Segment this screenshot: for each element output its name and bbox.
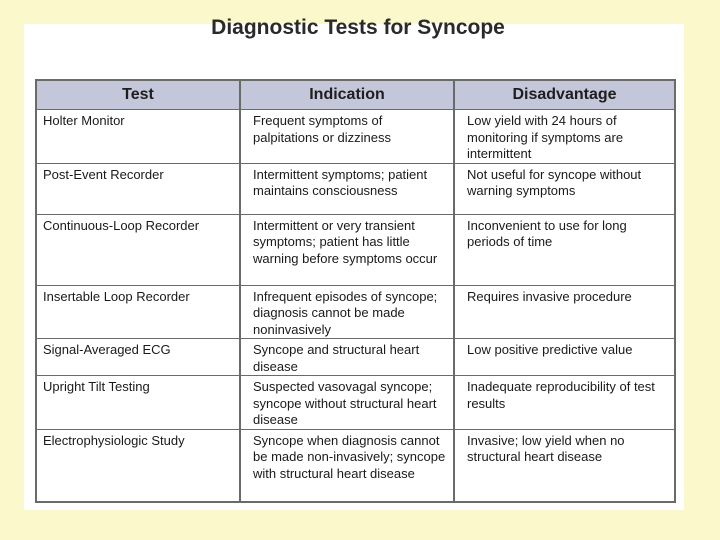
test-cell: Electrophysiologic Study xyxy=(36,429,240,502)
table-row xyxy=(36,214,675,285)
disadvantage-cell: Not useful for syncope without warning symptoms xyxy=(454,163,675,214)
disadvantage-cell: Requires invasive procedure xyxy=(454,285,675,339)
header-disadvantage: Disadvantage xyxy=(454,80,675,110)
table-row xyxy=(36,163,675,214)
test-cell: Insertable Loop Recorder xyxy=(36,285,240,339)
disadvantage-cell: Invasive; low yield when no structural heart disease xyxy=(454,429,675,502)
test-cell: Upright Tilt Testing xyxy=(36,376,240,430)
indication-cell: Infrequent episodes of syncope; diagnosis cannot be made noninvasively xyxy=(240,285,454,339)
test-cell: Signal-Averaged ECG xyxy=(36,339,240,376)
test-cell: Continuous-Loop Recorder xyxy=(36,214,240,285)
table-header-row xyxy=(36,80,675,110)
test-cell: Holter Monitor xyxy=(36,110,240,164)
header-test: Test xyxy=(36,80,240,110)
disadvantage-cell: Inconvenient to use for long periods of time xyxy=(454,214,675,285)
indication-cell: Frequent symptoms of palpitations or dizziness xyxy=(240,110,454,164)
table-row xyxy=(36,429,675,502)
indication-cell: Syncope and structural heart disease xyxy=(240,339,454,376)
table-row xyxy=(36,110,675,164)
disadvantage-cell: Low yield with 24 hours of monitoring if symptoms are intermittent xyxy=(454,110,675,164)
indication-cell: Intermittent symptoms; patient maintains consciousness xyxy=(240,163,454,214)
page-title: Diagnostic Tests for Syncope xyxy=(211,16,505,39)
table-row xyxy=(36,285,675,339)
indication-cell: Suspected vasovagal syncope; syncope without structural heart disease xyxy=(240,376,454,430)
header-indication: Indication xyxy=(240,80,454,110)
table-row xyxy=(36,376,675,430)
disadvantage-cell: Inadequate reproducibility of test results xyxy=(454,376,675,430)
diagnostic-tests-table xyxy=(35,79,676,503)
indication-cell: Syncope when diagnosis cannot be made non-invasively; syncope with structural heart disease xyxy=(240,429,454,502)
table-row xyxy=(36,339,675,376)
disadvantage-cell: Low positive predictive value xyxy=(454,339,675,376)
indication-cell: Intermittent or very transient symptoms; patient has little warning before symptoms occur xyxy=(240,214,454,285)
test-cell: Post-Event Recorder xyxy=(36,163,240,214)
